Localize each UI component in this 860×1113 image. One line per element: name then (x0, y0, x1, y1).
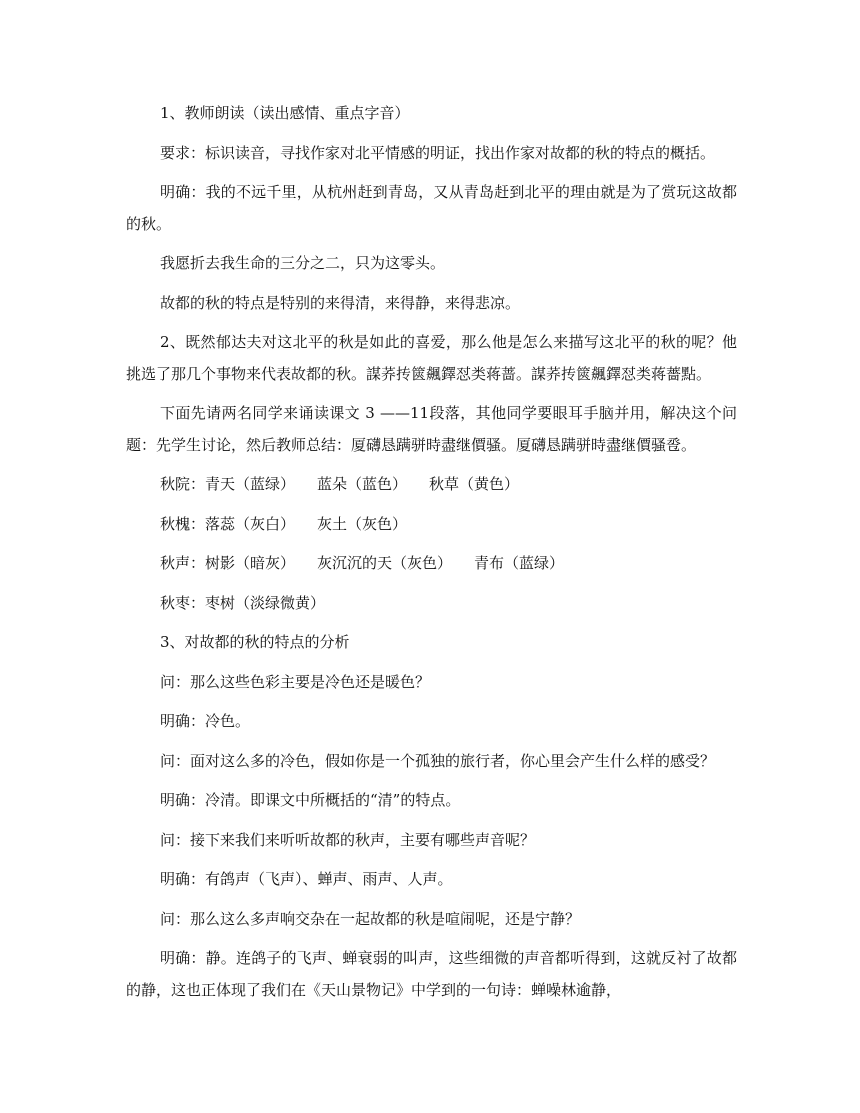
paragraph-text: 明确：有鸽声（飞声）、蝉声、雨声、人声。 (160, 870, 453, 888)
paragraph-text: 下面先请两名同学来诵读课文 3 ——11段落，其他同学要眼耳手脑并用，解决这个问题：先学生讨论，然后教师总结：厦礴恳蹒骈時盡继價骚。厦礴恳蹒骈時盡继價骚卺。 (126, 404, 737, 454)
paragraph-clarification-reason (126, 177, 737, 240)
paragraph-answer-quiet (126, 943, 737, 1006)
paragraph-text: 灰沉沉的天（灰色） (317, 554, 453, 572)
paragraph-reading-heading (126, 98, 737, 130)
paragraph-text: 1、教师朗读（读出感情、重点字音） (160, 104, 410, 122)
paragraph-text: 秋槐：落蕊（灰白） (160, 514, 296, 533)
paragraph-text: 秋枣：枣树（淡绿微黄） (160, 593, 326, 612)
paragraph-text: 问：那么这么多声响交杂在一起故都的秋是喧闹呢，还是宁静？ (160, 909, 581, 928)
paragraph-text: 明确：冷清。即课文中所概括的“清”的特点。 (160, 791, 461, 809)
paragraph-question-two (126, 327, 737, 390)
paragraph-text: 要求：标识读音，寻找作家对北平情感的明证，找出作家对故都的秋的特点的概括。 (160, 143, 716, 162)
paragraph-autumn-jujube (126, 588, 737, 620)
paragraph-quote (126, 248, 737, 280)
paragraph-answer-color (126, 706, 737, 738)
paragraph-question-sounds (126, 825, 737, 857)
paragraph-text: 明确：冷色。 (160, 712, 251, 730)
paragraph-text: 明确：我的不远千里，从杭州赶到青岛，又从青岛赶到北平的理由就是为了赏玩这故都的秋。 (126, 183, 737, 233)
paragraph-text: 我愿折去我生命的三分之二，只为这零头。 (160, 254, 446, 272)
paragraph-text: 蓝朵（蓝色） (317, 475, 408, 493)
paragraph-text: 问：接下来我们来听听故都的秋声，主要有哪些声音呢？ (160, 830, 536, 849)
paragraph-text: 灰土（灰色） (317, 514, 408, 533)
paragraph-requirement (126, 138, 737, 170)
paragraph-reading-task (126, 398, 737, 461)
paragraph-question-quiet (126, 904, 737, 936)
paragraph-text: 问：那么这些色彩主要是冷色还是暖色？ (160, 672, 431, 691)
paragraph-characteristics (126, 288, 737, 320)
paragraph-text: 秋院：青天（蓝绿） (160, 475, 296, 493)
paragraph-text: 秋声：树影（暗灰） (160, 554, 296, 572)
paragraph-text: 青布（蓝绿） (474, 554, 565, 572)
paragraph-text: 问：面对这么多的冷色，假如你是一个孤独的旅行者，你心里会产生什么样的感受？ (160, 751, 716, 770)
paragraph-autumn-yard (126, 469, 737, 501)
paragraph-question-color (126, 667, 737, 699)
paragraph-answer-sounds (126, 864, 737, 896)
paragraph-text: 3、对故都的秋的特点的分析 (160, 633, 350, 651)
paragraph-answer-feeling (126, 785, 737, 817)
paragraph-autumn-locust (126, 509, 737, 541)
paragraph-analysis-heading (126, 627, 737, 659)
paragraph-text: 故都的秋的特点是特别的来得清，来得静，来得悲凉。 (160, 293, 521, 312)
document-body (126, 98, 737, 1014)
paragraph-question-feeling (126, 746, 737, 778)
paragraph-text: 明确：静。连鸽子的飞声、蝉衰弱的叫声，这些细微的声音都听得到，这就反衬了故都的静，这也正体现了我们在《天山景物记》中学到的一句诗：蝉噪林逾静， (126, 949, 737, 999)
paragraph-text: 秋草（黄色） (429, 475, 520, 493)
paragraph-text: 2、既然郁达夫对这北平的秋是如此的喜爱，那么他是怎么来描写这北平的秋的呢？他挑选了那几个事物来代表故都的秋。謀荞抟篋飆鐸怼类蒋蔷。謀荞抟篋飆鐸怼类蒋薔點。 (126, 333, 737, 383)
paragraph-autumn-sound (126, 548, 737, 580)
